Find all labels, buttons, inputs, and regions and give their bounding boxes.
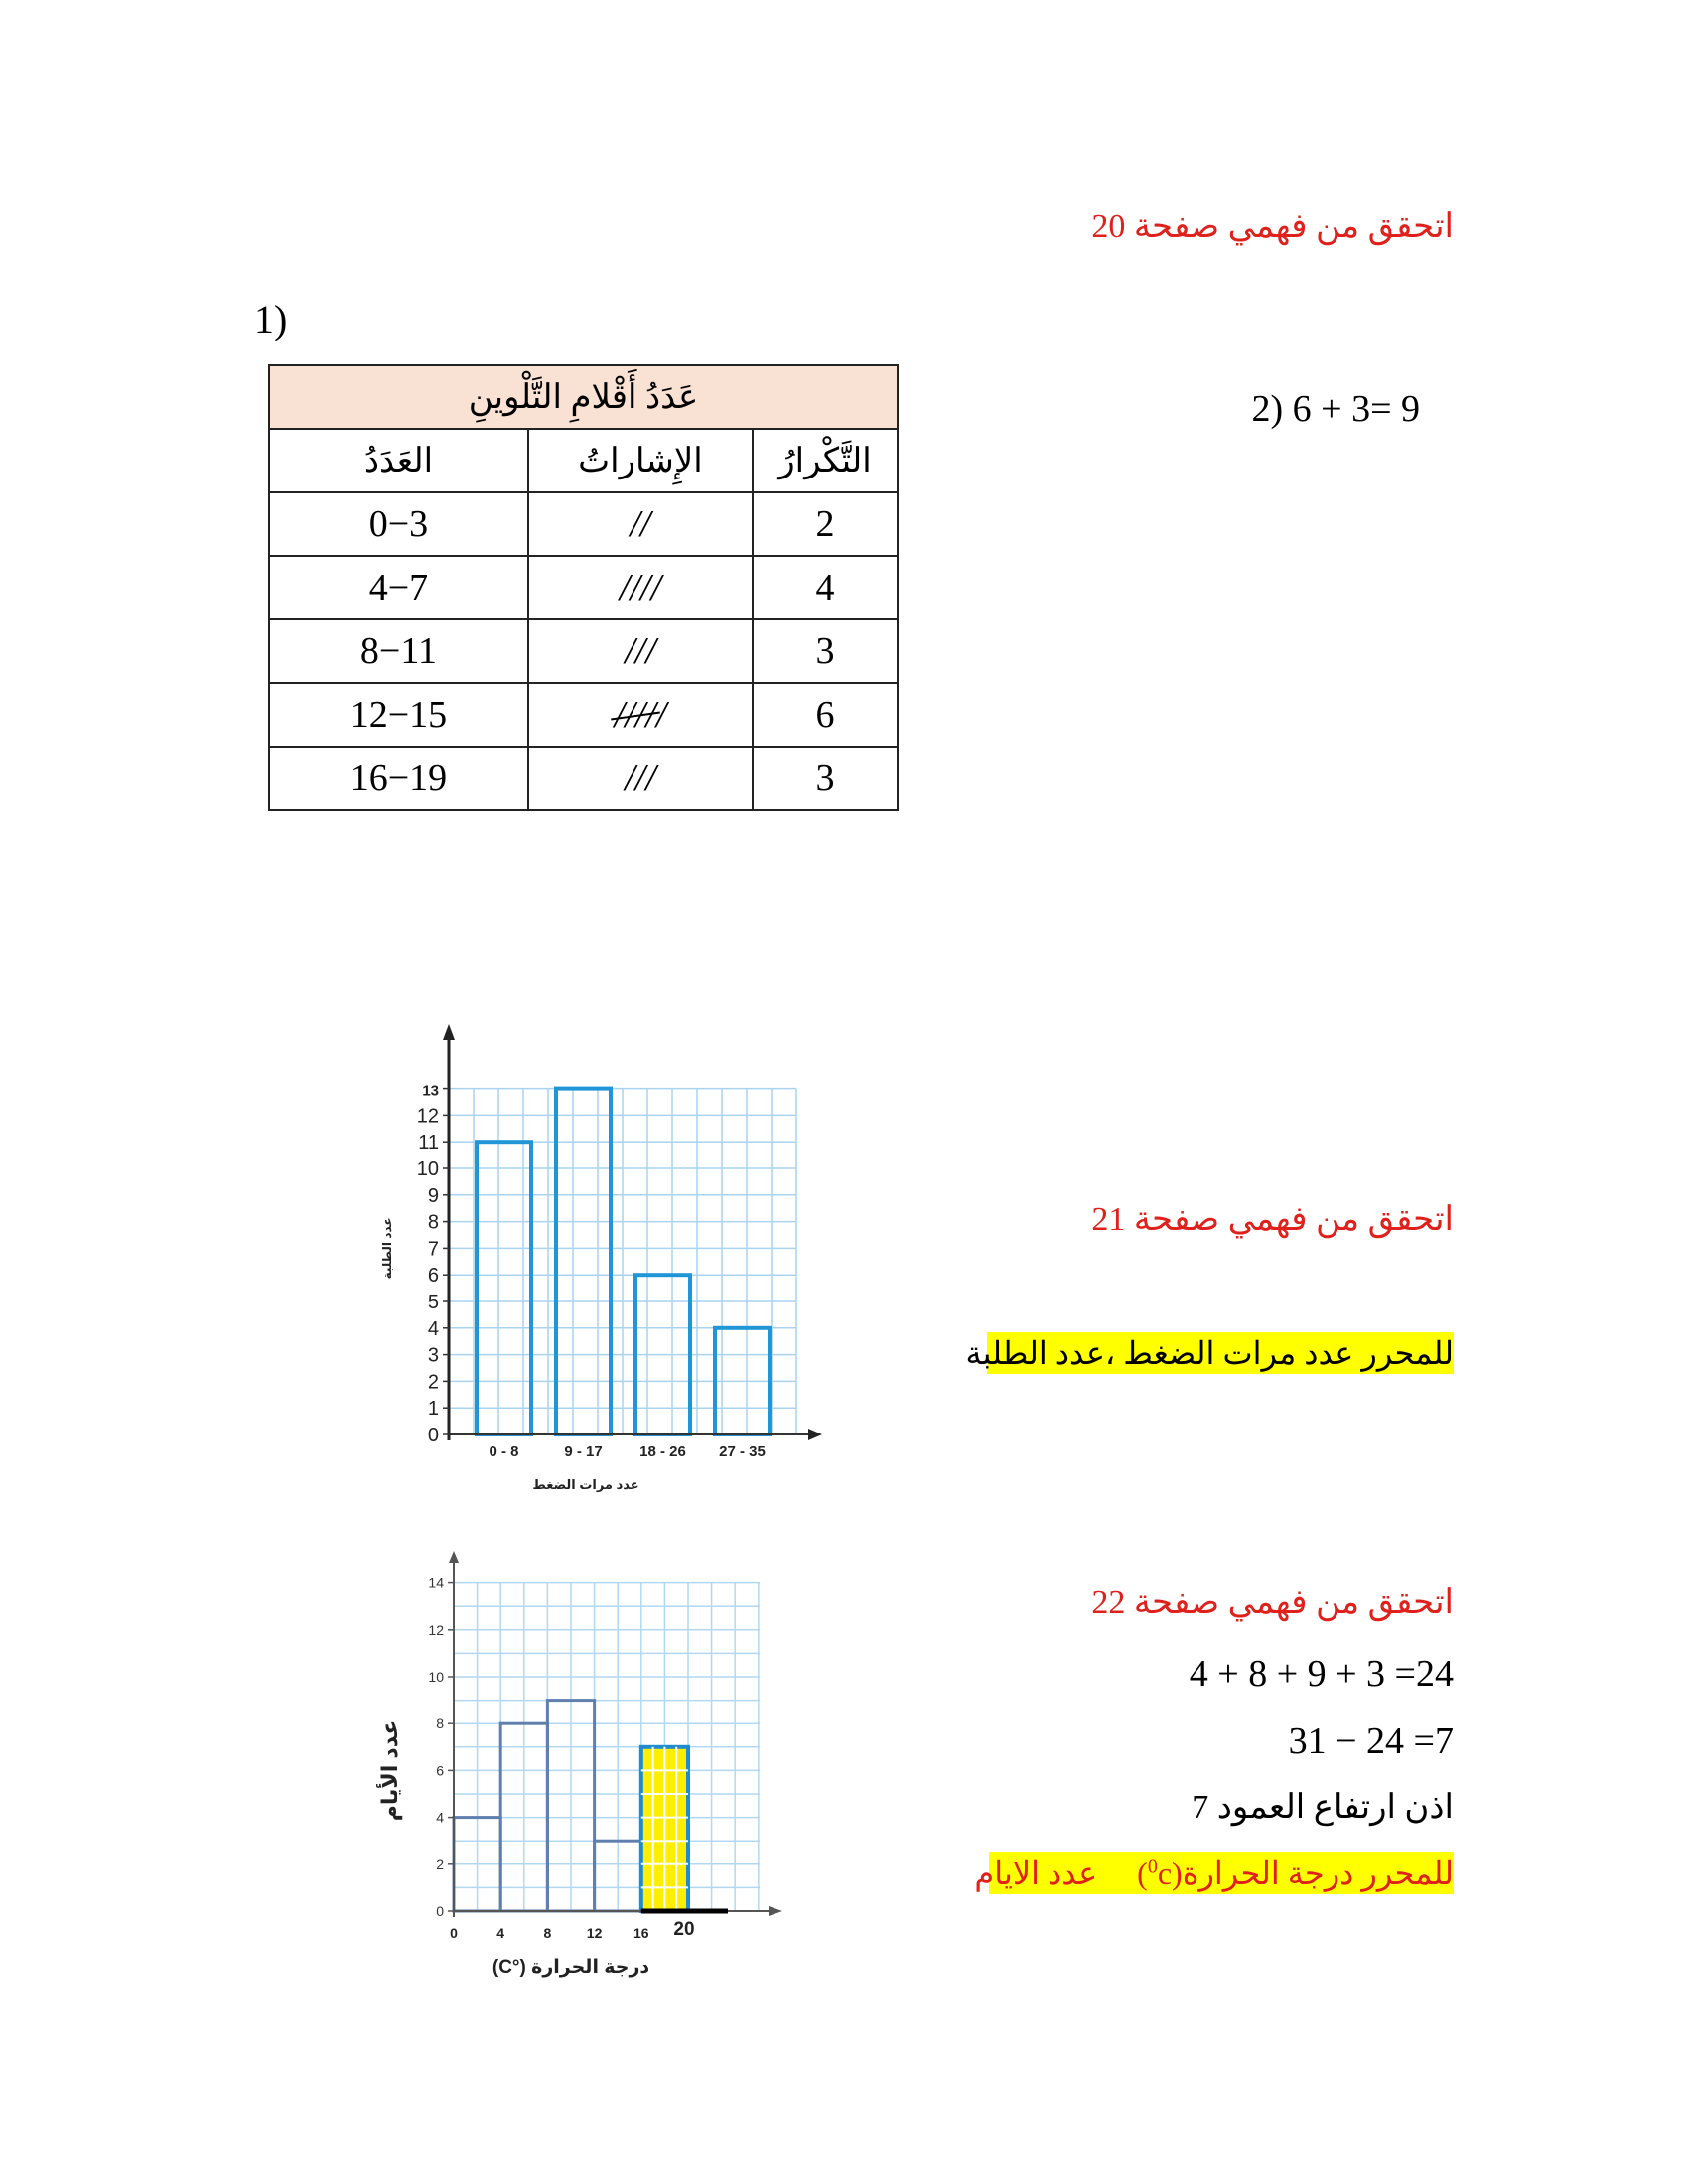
y-axis-title: عدد الطلبة [380, 1217, 394, 1280]
histogram-temperature [367, 1549, 804, 2005]
editor-note-p22: للمحرر درجة الحرارة($^0$c) عدد الايام [989, 1852, 1454, 1894]
cell-frequency: 4 [753, 556, 898, 619]
y-tick-label: 11 [418, 1132, 439, 1155]
y-tick-label: 14 [428, 1574, 444, 1591]
x-tick-label: 16 [633, 1925, 649, 1941]
editor-note-p21: للمحرر عدد مرات الضغط ،عدد الطلبة [987, 1332, 1454, 1374]
table-row [269, 619, 898, 683]
cell-range: 4−7 [269, 556, 528, 619]
x-tick-label: 20 [673, 1919, 695, 1940]
y-tick-label: 5 [427, 1292, 439, 1313]
y-tick-label: 4 [427, 1317, 439, 1340]
cell-tally: //// [528, 556, 753, 619]
cell-frequency: 3 [753, 747, 898, 810]
x-axis-title: عدد مرات الضغط [532, 1477, 639, 1492]
y-tick-label: 3 [427, 1344, 439, 1367]
calc-line-conclusion: اذن ارتفاع العمود 7 [1192, 1789, 1454, 1826]
y-tick-label: 2 [436, 1855, 444, 1872]
table-row [269, 556, 898, 619]
frequency-table [268, 364, 899, 811]
y-tick-label: 8 [436, 1715, 444, 1732]
cell-tally: /// [528, 619, 753, 683]
note-prefix: للمحرر درجة الحرارة [1182, 1855, 1454, 1891]
section-heading-p21: اتحقق من فهمي صفحة 21 [1091, 1201, 1454, 1238]
table-title: عَدَدُ أَقْلامِ التَّلْوينِ [269, 365, 898, 429]
y-tick-label: 9 [427, 1184, 439, 1207]
table-row [269, 492, 898, 556]
cell-range: 16−19 [269, 747, 528, 810]
x-tick-label: 0 [450, 1925, 458, 1941]
y-tick-label: 6 [427, 1265, 439, 1288]
x-tick-label: 12 [586, 1925, 603, 1941]
cell-range: 12−15 [269, 683, 528, 747]
calc-line-difference: 31 − 24 =7 [1288, 1720, 1454, 1762]
x-tick-label: 0 - 8 [489, 1443, 519, 1460]
cell-range: 8−11 [269, 619, 528, 683]
table-row [269, 747, 898, 810]
y-axis-title: عدد الأيام [377, 1719, 402, 1822]
y-tick-label: 10 [416, 1159, 439, 1180]
header-range: العَدَدُ [269, 429, 528, 492]
x-axis-arrow [808, 1429, 822, 1440]
y-tick-label: 12 [428, 1621, 444, 1638]
y-tick-label: 1 [427, 1398, 439, 1421]
cell-frequency: 3 [753, 619, 898, 683]
header-tally: الإِشاراتُ [528, 429, 753, 492]
x-tick-label: 4 [496, 1925, 505, 1941]
header-frequency: التَّكْرارُ [753, 429, 898, 492]
cell-tally-crossed [528, 683, 753, 747]
y-tick-label: 0 [436, 1903, 444, 1919]
x-tick-label: 9 - 17 [564, 1443, 603, 1460]
section-heading-p22: اتحقق من فهمي صفحة 22 [1091, 1584, 1454, 1621]
y-tick-label: 8 [427, 1211, 439, 1234]
tally-group: //// [614, 694, 656, 736]
cell-frequency: 6 [753, 683, 898, 747]
y-tick-label: 13 [422, 1082, 439, 1100]
chart-axes [443, 1024, 822, 1440]
y-tick-label: 2 [427, 1371, 439, 1394]
y-tick-label: 6 [436, 1762, 444, 1779]
x-tick-label: 8 [543, 1925, 552, 1941]
tally-extra: / [655, 694, 667, 736]
y-axis-arrow [443, 1024, 455, 1040]
chart-axes [448, 1551, 782, 1917]
y-tick-label: 10 [428, 1669, 444, 1685]
cell-range: 0−3 [269, 492, 528, 556]
x-tick-label: 18 - 26 [639, 1443, 686, 1460]
question-1-label: 1) [254, 297, 288, 341]
table-row [269, 683, 898, 747]
histogram-presses [367, 1023, 844, 1499]
y-tick-label: 7 [427, 1238, 439, 1261]
y-tick-label: 0 [427, 1425, 439, 1446]
cell-frequency: 2 [753, 492, 898, 556]
cell-tally: /// [528, 747, 753, 810]
cell-tally: // [528, 492, 753, 556]
x-axis-arrow [769, 1906, 782, 1916]
calc-line-sum: 4 + 8 + 9 + 3 =24 [1189, 1653, 1454, 1695]
note-suffix: عدد الايام [974, 1855, 1098, 1891]
x-tick-label: 27 - 35 [719, 1443, 766, 1460]
x-axis-title: درجة الحرارة (°C) [492, 1957, 650, 1978]
histogram-bar [556, 1089, 611, 1434]
section-heading-p20: اتحقق من فهمي صفحة 20 [1091, 208, 1454, 245]
question-2-answer: 2) 6 + 3= 9 [1251, 388, 1420, 430]
y-tick-label: 12 [416, 1105, 439, 1128]
y-axis-arrow [449, 1551, 459, 1563]
y-tick-label: 4 [436, 1809, 444, 1826]
